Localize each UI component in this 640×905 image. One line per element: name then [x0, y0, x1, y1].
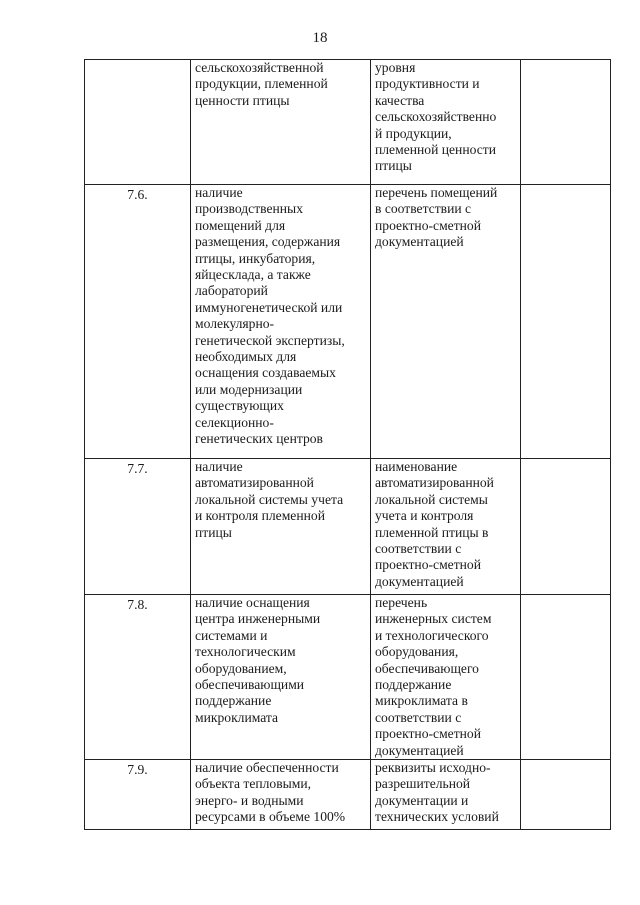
- criterion-text: наличие производственных помещений для размещения, содержания птицы, инкубатория, яйцесклада, а также лабораторий иммуногенетической или молекулярно- генетической экспертизы, необходимых для оснащения создаваемых или модернизации существующих селекционно- генетических центров: [195, 185, 345, 447]
- document-cell: [371, 760, 521, 830]
- page-number: 18: [312, 30, 328, 46]
- row-number: 7.8.: [85, 595, 191, 760]
- criterion-text: сельскохозяйственной продукции, племенной ценности птицы: [195, 60, 328, 108]
- row-number: 7.7.: [85, 459, 191, 595]
- document-text: перечень инженерных систем и технологического оборудования, обеспечивающего поддержание микроклимата в соответствии с проектно-сметной документацией: [375, 595, 492, 758]
- criterion-cell: [191, 459, 371, 595]
- table-row: [85, 595, 611, 760]
- criterion-cell: [191, 185, 371, 459]
- document-text: наименование автоматизированной локальной системы учета и контроля племенной птицы в соответствии с проектно-сметной документацией: [375, 459, 494, 589]
- table-row: [85, 459, 611, 595]
- criterion-text: наличие автоматизированной локальной системы учета и контроля племенной птицы: [195, 459, 344, 540]
- extra-cell: [521, 760, 611, 830]
- document-text: перечень помещений в соответствии с проектно-сметной документацией: [375, 185, 498, 250]
- document-cell: [371, 60, 521, 185]
- document-text: уровня продуктивности и качества сельскохозяйственно й продукции, племенной ценности птицы: [375, 60, 497, 174]
- extra-cell: [521, 595, 611, 760]
- criterion-text: наличие оснащения центра инженерными системами и технологическим оборудованием, обеспечивающими поддержание микроклимата: [195, 595, 321, 725]
- row-number: [85, 60, 191, 185]
- row-number: 7.6.: [85, 185, 191, 459]
- document-cell: [371, 459, 521, 595]
- document-cell: [371, 595, 521, 760]
- criterion-cell: [191, 60, 371, 185]
- document-text: реквизиты исходно- разрешительной документации и технических условий: [375, 760, 499, 825]
- criterion-cell: [191, 595, 371, 760]
- extra-cell: [521, 185, 611, 459]
- criterion-cell: [191, 760, 371, 830]
- extra-cell: [521, 60, 611, 185]
- table-row: [85, 60, 611, 185]
- extra-cell: [521, 459, 611, 595]
- criteria-table: [84, 59, 611, 830]
- criterion-text: наличие обеспеченности объекта тепловыми, энерго- и водными ресурсами в объеме 100%: [195, 760, 346, 825]
- table-row: [85, 760, 611, 830]
- row-number: 7.9.: [85, 760, 191, 830]
- table-row: [85, 185, 611, 459]
- document-cell: [371, 185, 521, 459]
